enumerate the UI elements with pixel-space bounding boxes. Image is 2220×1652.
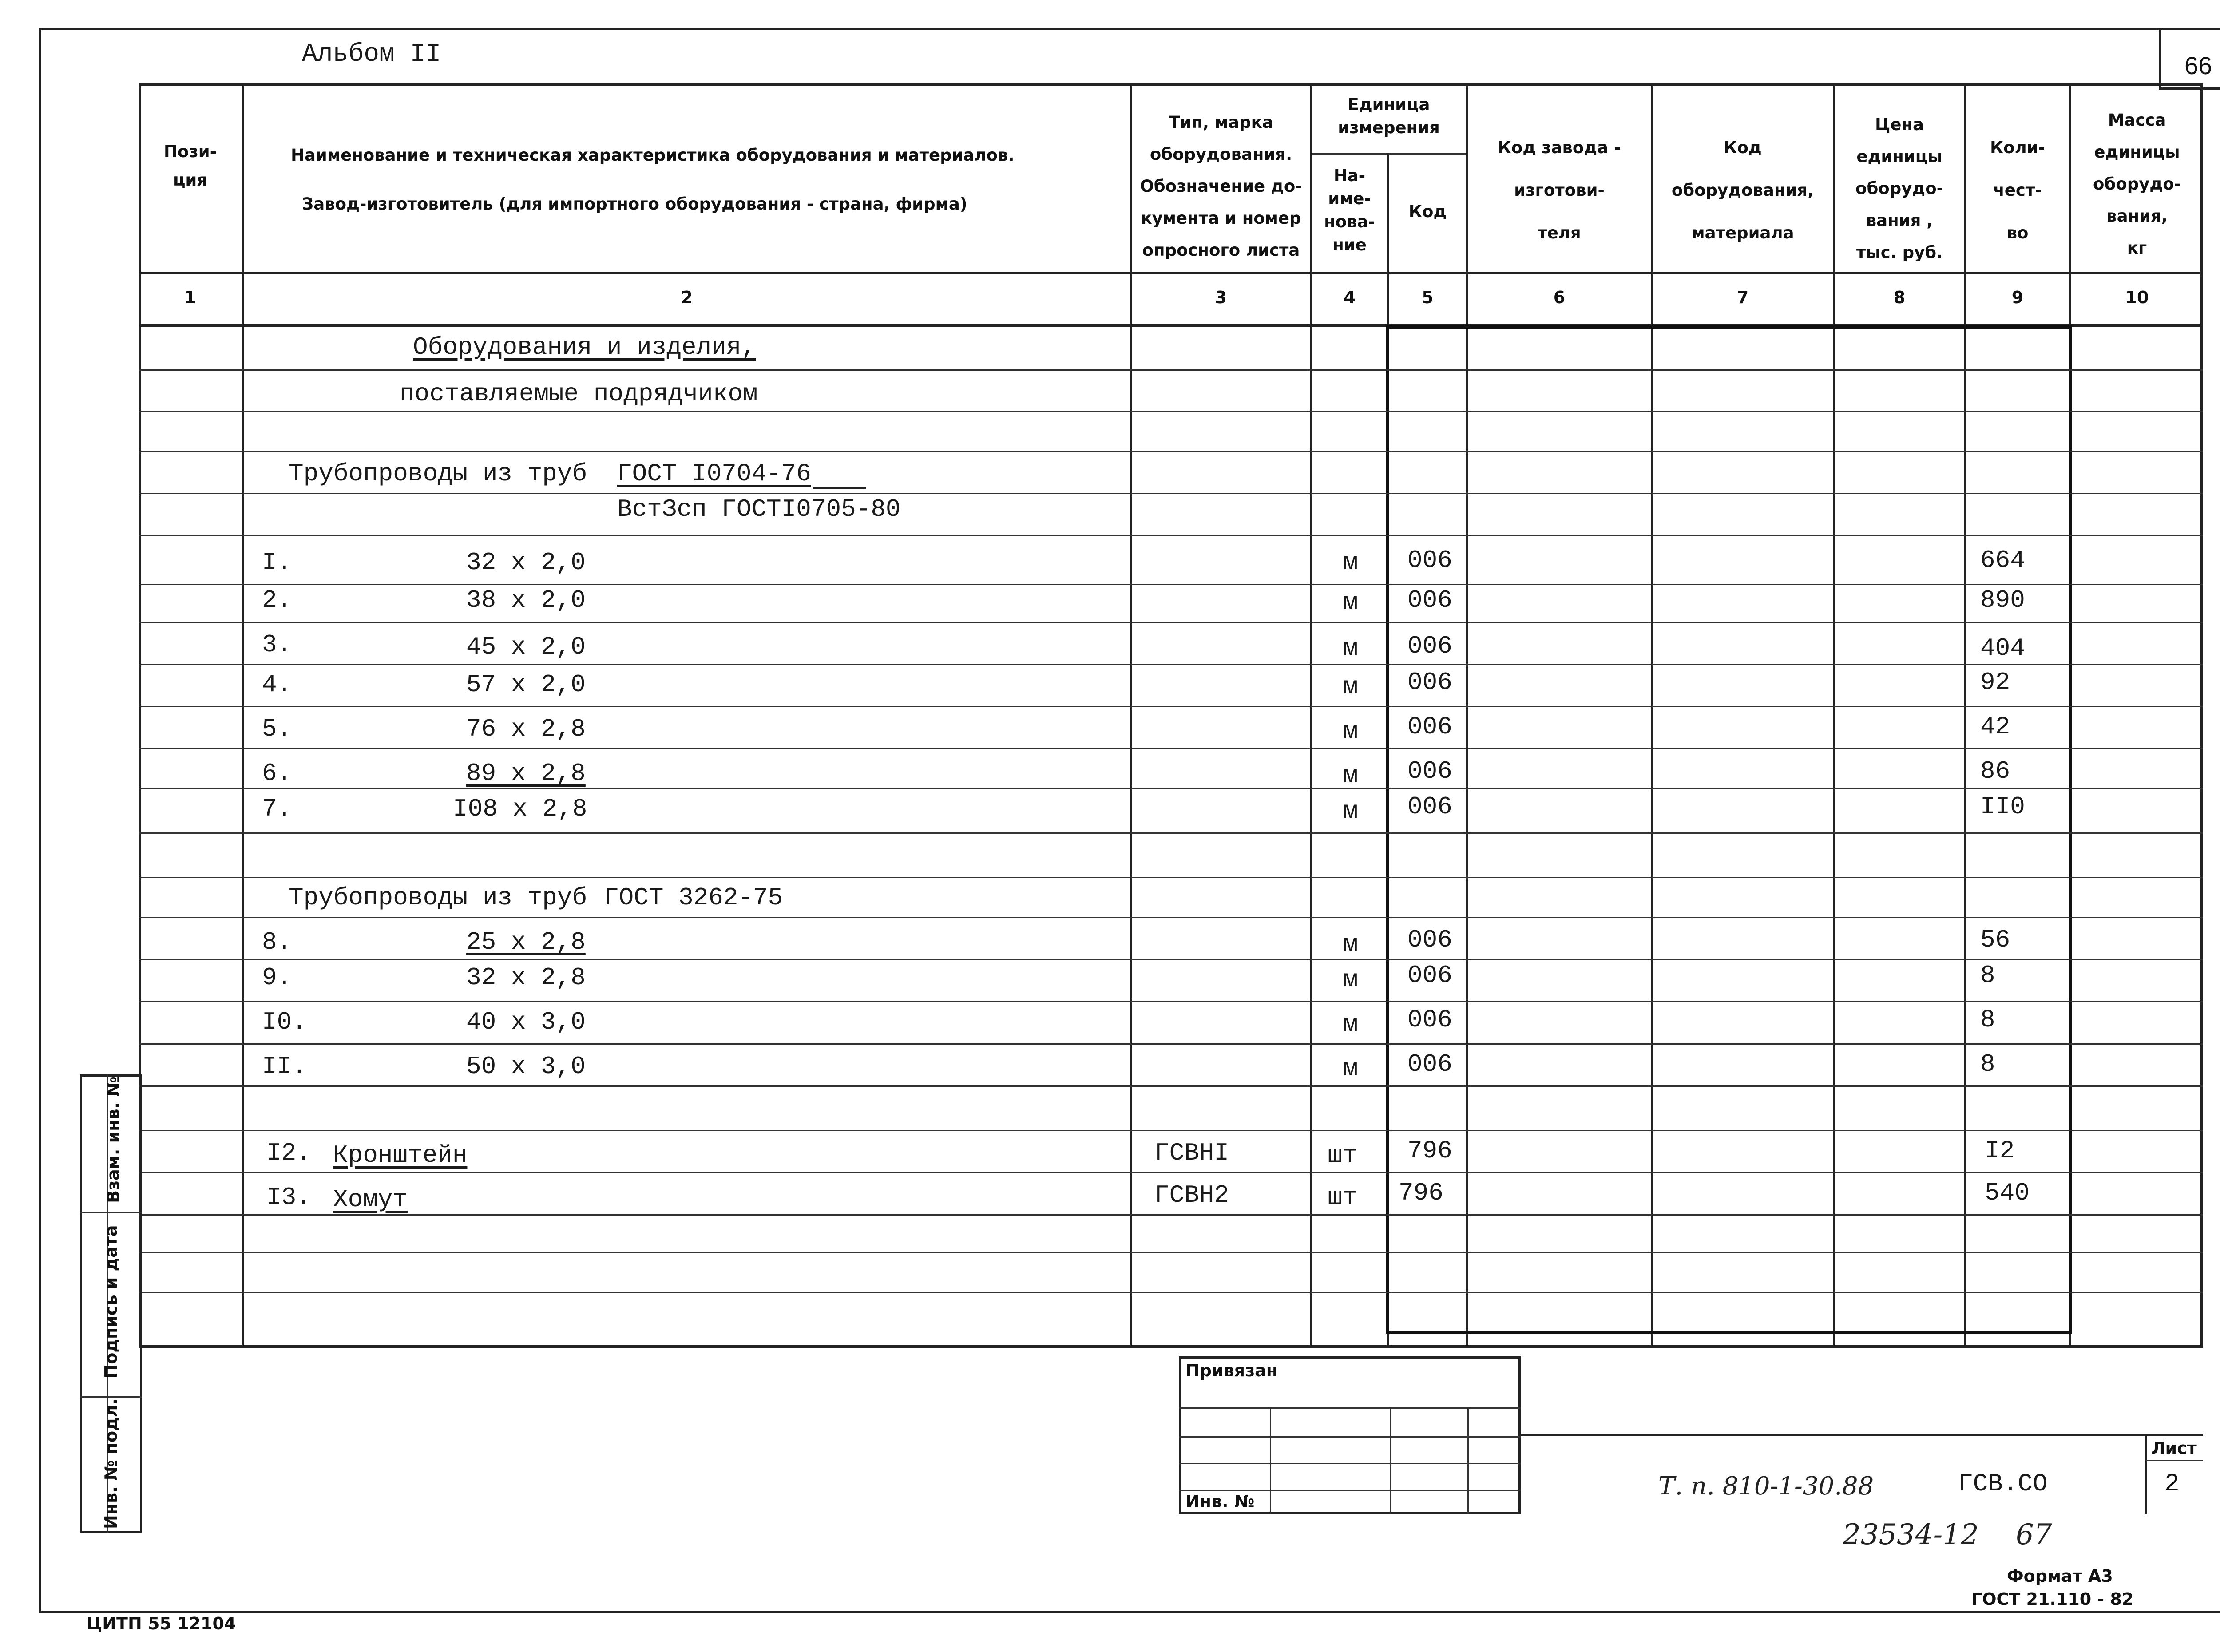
header-col7: Код оборудования, материала — [1671, 138, 1814, 242]
doc-code: ГСВ.СО — [1958, 1470, 2048, 1498]
row-pos: 4. — [262, 670, 292, 699]
row-code: 006 — [1407, 586, 1452, 614]
row-line — [139, 877, 2203, 878]
row-size: 25 x 2,8 — [466, 928, 586, 956]
row-line — [139, 832, 2203, 834]
item-pos: I3. — [266, 1183, 311, 1212]
row-unit: м — [1343, 930, 1358, 959]
row-line — [139, 748, 2203, 749]
col-line-1 — [242, 83, 244, 1348]
row-line — [139, 1085, 2203, 1087]
item-type: ГСВНI — [1154, 1139, 1229, 1167]
row-unit: м — [1343, 588, 1358, 617]
group1-standard2: ВстЗсп ГОСТI0705-80 — [617, 495, 901, 523]
colnum-9: 9 — [2011, 288, 2024, 307]
row-size: 57 x 2,0 — [466, 670, 586, 699]
header-col9: Коли- чест- во — [1990, 138, 2046, 242]
row-pos: 8. — [262, 928, 292, 956]
header-col2: Наименование и техническая характеристика оборудования и материалов. Завод-изготовитель (для импортного оборудования - страна, фирма) — [291, 146, 1015, 214]
colnum-1: 1 — [184, 288, 196, 307]
row-qty: 42 — [1980, 713, 2010, 741]
row-size: 89 x 2,8 — [466, 759, 586, 788]
binding-label: Привязан — [1185, 1361, 1278, 1380]
item-qty: I2 — [1985, 1137, 2015, 1165]
row-line — [139, 1130, 2203, 1131]
header-bottom-line — [139, 272, 2203, 274]
item-code: 796 — [1407, 1137, 1452, 1165]
item-code: 796 — [1399, 1179, 1443, 1207]
sheet-no-divider — [2145, 1460, 2203, 1461]
citp-label: ЦИТП 55 12104 — [87, 1614, 236, 1633]
col-line-3 — [1310, 83, 1312, 1348]
header-col3: Тип, марка оборудования. Обозначение до- кумента и номер опросного листа — [1140, 113, 1302, 260]
row-line — [139, 622, 2203, 623]
row-pos: I0. — [262, 1008, 307, 1036]
group1-standard: ГОСТ I0704-76 — [617, 460, 811, 488]
row-line — [139, 917, 2203, 918]
row-unit: м — [1343, 717, 1358, 745]
row-pos: 3. — [262, 630, 292, 659]
row-unit: м — [1343, 1010, 1358, 1038]
row-qty: 8 — [1980, 961, 1995, 990]
col-line-2 — [1130, 83, 1132, 1348]
row-code: 006 — [1407, 926, 1452, 954]
row-qty: 8 — [1980, 1050, 1995, 1078]
inv-label: Инв. № — [1185, 1492, 1255, 1511]
group1-label: Трубопроводы из труб — [289, 460, 587, 488]
side-vzam: Взам. инв. № — [103, 1076, 123, 1203]
colnum-3: 3 — [1215, 288, 1227, 307]
archive-number: 23534-12 — [1843, 1518, 1979, 1551]
colnum-10: 10 — [2125, 288, 2149, 307]
row-pos: 6. — [262, 759, 292, 788]
header-col4: На- име- нова- ние — [1324, 166, 1375, 254]
row-code: 006 — [1407, 1006, 1452, 1034]
row-line — [139, 788, 2203, 789]
bold-data-frame — [1386, 325, 2072, 1334]
row-qty: 92 — [1980, 668, 2010, 697]
header-unit-group: Единица измерения — [1338, 95, 1440, 137]
format-label: Формат А3 — [2007, 1566, 2113, 1586]
row-line — [139, 411, 2203, 412]
row-unit: м — [1343, 1054, 1358, 1083]
binding-line — [1179, 1463, 1521, 1464]
binding-col — [1390, 1407, 1391, 1514]
row-size: 50 x 3,0 — [466, 1052, 586, 1081]
item-unit: шт — [1328, 1183, 1358, 1212]
row-line — [139, 1001, 2203, 1002]
sheet-label: Лист — [2151, 1438, 2197, 1458]
row-line — [139, 664, 2203, 665]
row-unit: м — [1343, 797, 1358, 825]
row-unit: м — [1343, 548, 1358, 577]
row-line — [139, 584, 2203, 585]
colnum-8: 8 — [1893, 288, 1906, 307]
row-size: 45 x 2,0 — [466, 633, 586, 661]
item-type: ГСВН2 — [1154, 1181, 1229, 1209]
row-size: I08 x 2,8 — [453, 795, 587, 823]
row-line — [139, 369, 2203, 371]
gost-label: ГОСТ 21.110 - 82 — [1971, 1589, 2134, 1609]
row-qty: 890 — [1980, 586, 2025, 614]
binding-col — [1467, 1407, 1469, 1514]
binding-line — [1179, 1407, 1521, 1409]
colnum-7: 7 — [1736, 288, 1749, 307]
side-inv: Инв. № подл. — [101, 1398, 121, 1529]
row-unit: м — [1343, 761, 1358, 790]
row-code: 006 — [1407, 668, 1452, 697]
album-title: Альбом II — [302, 40, 441, 69]
row-line — [139, 493, 2203, 494]
group2-standard: ГОСТ 3262-75 — [604, 883, 783, 912]
colnum-2: 2 — [681, 288, 693, 307]
row-pos: I. — [262, 548, 292, 577]
row-pos: 9. — [262, 963, 292, 992]
row-qty: 404 — [1980, 634, 2025, 662]
row-size: 40 x 3,0 — [466, 1008, 586, 1036]
row-pos: 7. — [262, 795, 292, 823]
row-unit: м — [1343, 673, 1358, 701]
colnum-4: 4 — [1344, 288, 1356, 307]
row-code: 006 — [1407, 713, 1452, 741]
row-pos: 5. — [262, 715, 292, 743]
title-block-top — [1521, 1434, 2203, 1436]
row-code: 006 — [1407, 632, 1452, 660]
header-col1: Пози- ция — [163, 142, 217, 190]
binding-line — [1179, 1436, 1521, 1438]
sheet-number: 2 — [2164, 1470, 2180, 1498]
row-code: 006 — [1407, 792, 1452, 821]
row-line — [139, 706, 2203, 707]
row-unit: м — [1343, 966, 1358, 994]
row-code: 006 — [1407, 961, 1452, 990]
row-code: 006 — [1407, 757, 1452, 785]
page-number: 66 — [2184, 52, 2212, 79]
row-pos: 2. — [262, 586, 292, 614]
row-unit: м — [1343, 634, 1358, 662]
row-qty: 8 — [1980, 1006, 1995, 1034]
header-col8: Цена единицы оборудо- вания , тыс. руб. — [1855, 115, 1943, 262]
row-qty: 86 — [1980, 757, 2010, 785]
header-col10: Масса единицы оборудо- вания, кг — [2093, 111, 2181, 258]
row-line — [139, 1214, 2203, 1216]
binding-col — [1270, 1407, 1271, 1514]
side-podpis: Подпись и дата — [101, 1225, 121, 1379]
header-col6: Код завода - изготови- теля — [1498, 138, 1621, 242]
row-qty: 664 — [1980, 546, 2025, 574]
row-line — [139, 1043, 2203, 1045]
header-col5: Код — [1408, 202, 1447, 221]
row-line — [139, 451, 2203, 452]
row-qty: II0 — [1980, 792, 2025, 821]
row-qty: 56 — [1980, 926, 2010, 954]
row-size: 38 x 2,0 — [466, 586, 586, 614]
row-line — [139, 1172, 2203, 1173]
row-code: 006 — [1407, 546, 1452, 574]
group1-dash — [813, 487, 866, 489]
row-line — [139, 535, 2203, 536]
row-pos: II. — [262, 1052, 307, 1081]
archive-page: 67 — [2016, 1518, 2052, 1551]
row-line — [139, 1252, 2203, 1253]
colnum-6: 6 — [1553, 288, 1566, 307]
binding-line — [1179, 1490, 1521, 1491]
item-qty: 540 — [1985, 1179, 2030, 1207]
item-name: Хомут — [333, 1185, 408, 1214]
row-size: 76 x 2,8 — [466, 715, 586, 743]
section-title-line1: Оборудования и изделия, — [413, 333, 756, 361]
item-name: Кронштейн — [333, 1141, 468, 1169]
group2-label: Трубопроводы из труб — [289, 883, 587, 912]
row-line — [139, 959, 2203, 960]
section-title-line2: поставляемые подрядчиком — [400, 380, 758, 408]
doc-code-handwritten: Т. п. 810-1-30.88 — [1658, 1472, 1874, 1501]
item-unit: шт — [1328, 1141, 1358, 1169]
row-size: 32 x 2,8 — [466, 963, 586, 992]
row-line — [139, 1292, 2203, 1293]
row-size: 32 x 2,0 — [466, 548, 586, 577]
colnum-5: 5 — [1422, 288, 1434, 307]
item-pos: I2. — [266, 1139, 311, 1167]
row-code: 006 — [1407, 1050, 1452, 1078]
